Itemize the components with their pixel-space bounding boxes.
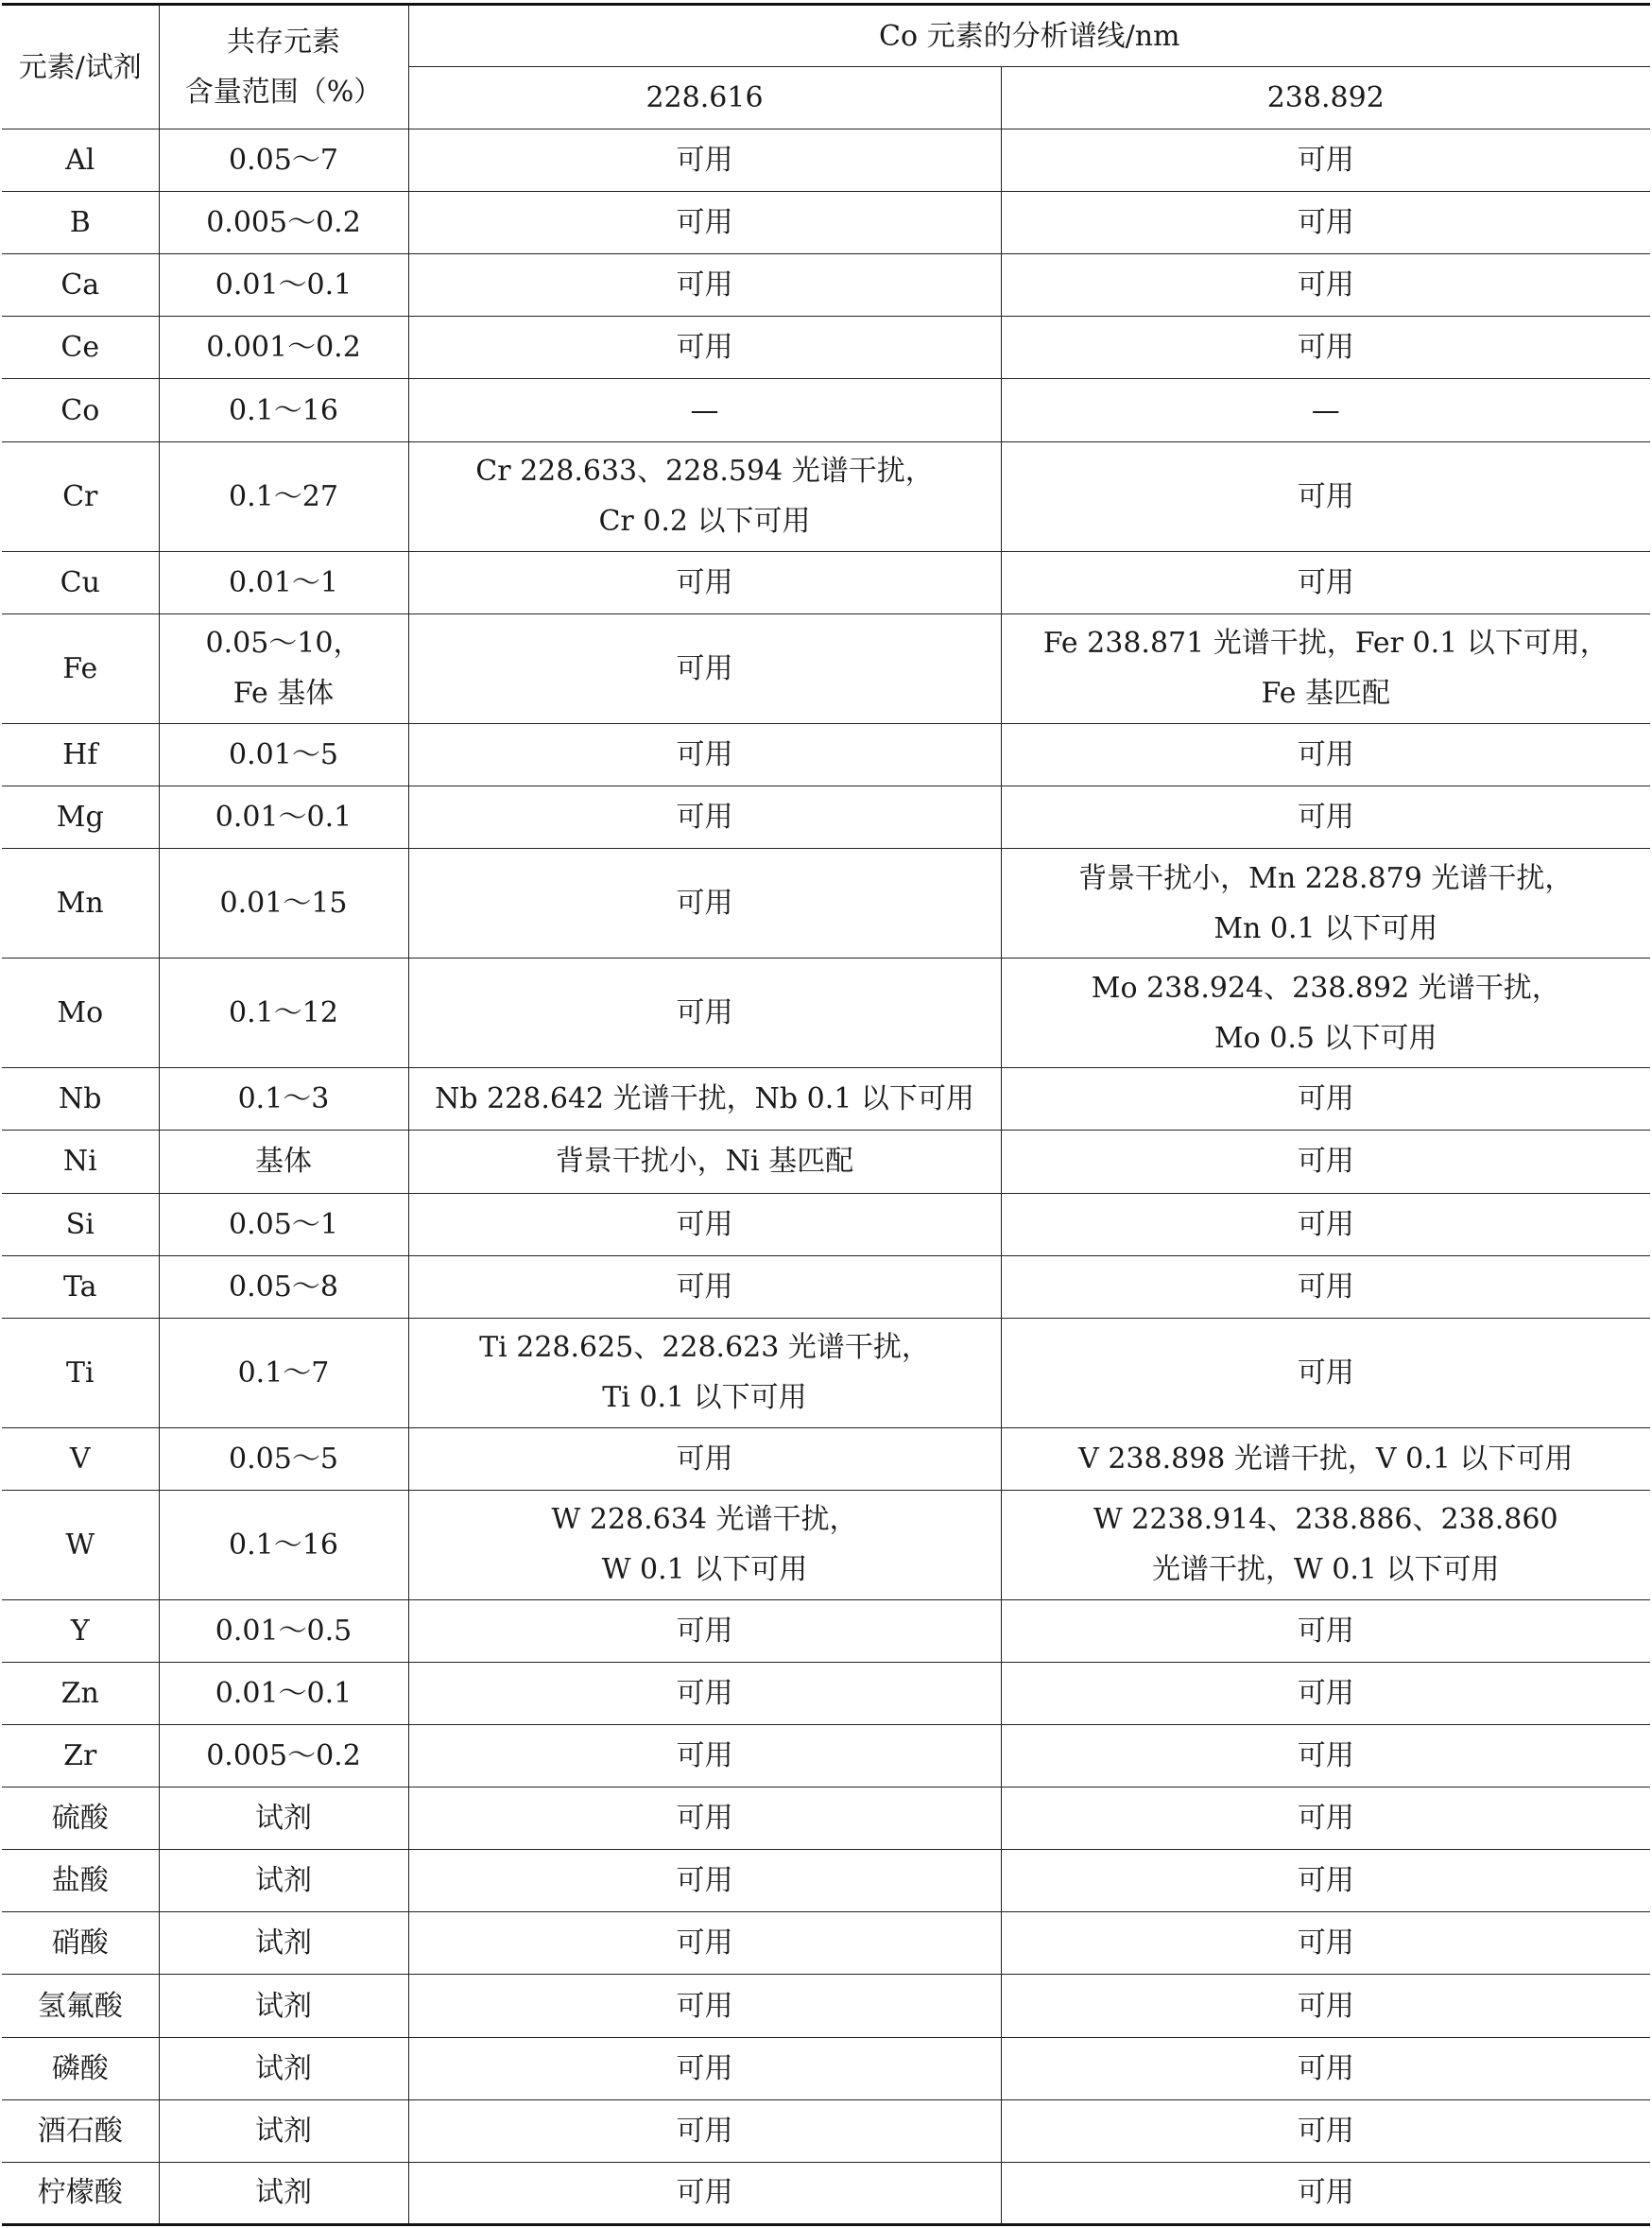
cell-line-228-616: [408, 1788, 1001, 1850]
cell-coexist-range: [159, 1975, 408, 2037]
cell-line-228-616: [408, 1975, 1001, 2037]
cell-line-238-892-line: Fe 基匹配: [1261, 677, 1390, 711]
cell-element: Y: [2, 1600, 159, 1663]
cell-line-238-892: [1001, 130, 1650, 192]
cell-coexist-range: [159, 849, 408, 959]
cell-line-228-616: [408, 613, 1001, 723]
cell-element: Zn: [2, 1663, 159, 1725]
cell-line-238-892-line: 可用: [1297, 1739, 1354, 1773]
cell-line-228-616: [408, 849, 1001, 959]
cell-line-238-892: [1001, 849, 1650, 959]
cell-line-238-892-line: 可用: [1297, 479, 1354, 513]
cell-line-238-892-line: 可用: [1297, 1356, 1354, 1390]
cell-line-228-616-line: W 228.634 光谱干扰，: [551, 1503, 858, 1537]
cell-line-238-892: [1001, 192, 1650, 254]
table-header-row: [2, 5, 1650, 67]
cell-line-238-892: [1001, 1725, 1650, 1788]
cell-coexist-range-line: 0.01～1: [229, 565, 338, 599]
cell-coexist-range-line: 0.1～16: [229, 1528, 338, 1562]
cell-line-228-616-line: 可用: [676, 1207, 733, 1241]
cell-coexist-range-line: 0.05～8: [229, 1269, 338, 1304]
cell-line-228-616-line: 可用: [676, 1802, 733, 1836]
cell-coexist-range-line: 0.1～27: [229, 479, 338, 513]
cell-coexist-range-line: 试剂: [255, 2176, 312, 2210]
cell-coexist-range: [159, 1318, 408, 1427]
table-row: [2, 441, 1650, 551]
cell-coexist-range-line: 0.1～3: [237, 1082, 330, 1116]
cell-coexist-range-line: 基体: [255, 1145, 312, 1179]
cell-coexist-range-line: 试剂: [255, 2114, 312, 2148]
table-row: [2, 2099, 1650, 2162]
cell-line-228-616-line: 可用: [676, 1269, 733, 1304]
cell-element: 磷酸: [2, 2037, 159, 2099]
cell-coexist-range-line: 0.05～7: [229, 144, 338, 178]
table-row: [2, 379, 1650, 441]
cell-line-228-616-line: Ti 228.625、228.623 光谱干扰，: [479, 1331, 930, 1365]
cell-element: Ni: [2, 1131, 159, 1193]
cell-line-228-616: [408, 959, 1001, 1068]
cell-element: Zr: [2, 1725, 159, 1788]
cell-line-238-892: [1001, 2037, 1650, 2099]
cell-coexist-range: [159, 379, 408, 441]
cell-coexist-range-line: 0.1～7: [237, 1356, 330, 1390]
cell-coexist-range-line: 试剂: [255, 2051, 312, 2085]
cell-element: 氢氟酸: [2, 1975, 159, 2037]
cell-line-238-892-line: 可用: [1297, 565, 1354, 599]
cell-coexist-range-line: 0.01～5: [229, 737, 338, 771]
cell-line-228-616-line: 可用: [676, 2051, 733, 2085]
cell-line-228-616: [408, 1255, 1001, 1318]
cell-coexist-range: [159, 1490, 408, 1599]
cell-line-238-892-line: Mo 0.5 以下可用: [1213, 1021, 1437, 1055]
cell-coexist-range: [159, 1131, 408, 1193]
cell-coexist-range: [159, 1912, 408, 1975]
cell-line-238-892-line: V 238.898 光谱干扰，V 0.1 以下可用: [1078, 1442, 1574, 1476]
cell-line-238-892: [1001, 254, 1650, 317]
cell-coexist-range-line: 0.01～15: [219, 887, 348, 921]
cell-line-238-892-line: 可用: [1297, 268, 1354, 302]
header-coexist-range-line: 共存元素: [227, 26, 340, 60]
cell-coexist-range-line: 0.005～0.2: [206, 206, 361, 240]
cell-line-228-616: [408, 1600, 1001, 1663]
cell-line-228-616: [408, 1193, 1001, 1255]
table-row: [2, 1600, 1650, 1663]
cell-line-238-892: [1001, 1600, 1650, 1663]
spectral-interference-table: [2, 3, 1650, 2226]
header-coexist-range: [159, 5, 408, 130]
cell-coexist-range: [159, 786, 408, 848]
cell-line-228-616-line: 可用: [676, 1442, 733, 1476]
cell-coexist-range: [159, 1600, 408, 1663]
table-row: [2, 786, 1650, 848]
header-line-238-892: 238.892: [1001, 67, 1650, 130]
table-row: [2, 1490, 1650, 1599]
header-line-228-616: 228.616: [408, 67, 1001, 130]
cell-coexist-range-line: 0.001～0.2: [206, 331, 361, 365]
cell-line-228-616: [408, 317, 1001, 379]
cell-coexist-range: [159, 441, 408, 551]
cell-line-238-892-line: 光谱干扰，W 0.1 以下可用: [1151, 1553, 1500, 1587]
cell-line-238-892: [1001, 1490, 1650, 1599]
cell-line-238-892-line: 可用: [1297, 2114, 1354, 2148]
cell-coexist-range: [159, 130, 408, 192]
table-row: [2, 1255, 1650, 1318]
cell-line-228-616: [408, 1427, 1001, 1490]
cell-line-238-892-line: W 2238.914、238.886、238.860: [1093, 1503, 1558, 1537]
cell-line-238-892-line: 可用: [1297, 1207, 1354, 1241]
cell-element: Fe: [2, 613, 159, 723]
cell-line-228-616-line: 可用: [676, 1615, 733, 1649]
cell-line-228-616: [408, 254, 1001, 317]
cell-line-228-616-line: 可用: [676, 206, 733, 240]
cell-line-228-616: [408, 379, 1001, 441]
cell-coexist-range: [159, 1068, 408, 1131]
table-row: [2, 254, 1650, 317]
cell-coexist-range-line: 0.005～0.2: [206, 1739, 361, 1773]
cell-line-228-616: [408, 192, 1001, 254]
table-row: [2, 2037, 1650, 2099]
cell-line-238-892: [1001, 1068, 1650, 1131]
cell-line-228-616: [408, 723, 1001, 786]
header-coexist-range-line: 含量范围（%）: [184, 76, 383, 110]
cell-line-228-616: [408, 1725, 1001, 1788]
cell-line-228-616-line: 可用: [676, 144, 733, 178]
cell-line-228-616-line: 可用: [676, 2176, 733, 2210]
cell-line-238-892: [1001, 1318, 1650, 1427]
cell-coexist-range-line: 0.05～5: [229, 1442, 338, 1476]
cell-coexist-range: [159, 1193, 408, 1255]
cell-line-238-892-line: Mn 0.1 以下可用: [1213, 911, 1438, 945]
cell-line-228-616: [408, 1490, 1001, 1599]
cell-line-228-616: [408, 1850, 1001, 1912]
cell-line-238-892: [1001, 1850, 1650, 1912]
cell-line-238-892: [1001, 2162, 1650, 2224]
cell-element: 硝酸: [2, 1912, 159, 1975]
cell-coexist-range-line: 0.1～16: [229, 393, 338, 427]
cell-line-228-616: [408, 786, 1001, 848]
cell-element: Mg: [2, 786, 159, 848]
cell-coexist-range-line: 试剂: [255, 1802, 312, 1836]
cell-element: Mo: [2, 959, 159, 1068]
cell-line-238-892: [1001, 1975, 1650, 2037]
cell-coexist-range: [159, 1850, 408, 1912]
cell-line-238-892: [1001, 786, 1650, 848]
table-row: [2, 1068, 1650, 1131]
cell-line-238-892-line: 可用: [1297, 144, 1354, 178]
cell-element: Ce: [2, 317, 159, 379]
table-row: [2, 1788, 1650, 1850]
cell-element: 盐酸: [2, 1850, 159, 1912]
table-row: [2, 1725, 1650, 1788]
cell-line-228-616-line: 可用: [676, 1989, 733, 2023]
table-row: [2, 192, 1650, 254]
cell-line-228-616-line: 可用: [676, 268, 733, 302]
cell-line-238-892-line: 可用: [1297, 206, 1354, 240]
cell-element: W: [2, 1490, 159, 1599]
cell-line-238-892-line: 可用: [1297, 1145, 1354, 1179]
cell-line-238-892: [1001, 1131, 1650, 1193]
cell-line-228-616-line: 可用: [676, 331, 733, 365]
cell-coexist-range-line: 试剂: [255, 1926, 312, 1960]
cell-line-238-892: [1001, 1427, 1650, 1490]
cell-line-238-892-line: —: [1311, 393, 1340, 427]
cell-element: 硫酸: [2, 1788, 159, 1850]
cell-coexist-range: [159, 2162, 408, 2224]
cell-coexist-range: [159, 317, 408, 379]
cell-element: Cu: [2, 551, 159, 613]
cell-coexist-range-line: 0.01～0.1: [215, 268, 353, 302]
cell-coexist-range: [159, 2037, 408, 2099]
cell-line-228-616: [408, 441, 1001, 551]
table-row: [2, 1193, 1650, 1255]
cell-line-238-892-line: 可用: [1297, 801, 1354, 835]
cell-line-228-616: [408, 1068, 1001, 1131]
cell-line-228-616: [408, 2099, 1001, 2162]
cell-line-228-616-line: Cr 228.633、228.594 光谱干扰，: [475, 455, 934, 489]
cell-line-238-892-line: 可用: [1297, 1864, 1354, 1898]
cell-element: 酒石酸: [2, 2099, 159, 2162]
cell-line-238-892-line: 可用: [1297, 1989, 1354, 2023]
cell-line-238-892: [1001, 1193, 1650, 1255]
cell-line-238-892: [1001, 1255, 1650, 1318]
cell-line-238-892-line: 可用: [1297, 1269, 1354, 1304]
cell-element: Ca: [2, 254, 159, 317]
cell-coexist-range: [159, 723, 408, 786]
table-row: [2, 1912, 1650, 1975]
table-row: [2, 1975, 1650, 2037]
header-spectral-lines: Co 元素的分析谱线/nm: [408, 5, 1650, 67]
cell-line-238-892-line: Fe 238.871 光谱干扰，Fer 0.1 以下可用，: [1042, 627, 1609, 661]
cell-line-228-616: [408, 130, 1001, 192]
cell-line-228-616-line: 可用: [676, 565, 733, 599]
table-row: [2, 613, 1650, 723]
cell-coexist-range-line: 0.01～0.5: [215, 1615, 353, 1649]
cell-line-228-616-line: 背景干扰小，Ni 基匹配: [555, 1145, 854, 1179]
cell-line-228-616: [408, 1131, 1001, 1193]
cell-line-238-892-line: 可用: [1297, 2176, 1354, 2210]
cell-line-228-616-line: —: [690, 393, 719, 427]
cell-element: 柠檬酸: [2, 2162, 159, 2224]
cell-line-228-616-line: Nb 228.642 光谱干扰，Nb 0.1 以下可用: [435, 1082, 974, 1116]
cell-line-228-616-line: Cr 0.2 以下可用: [598, 505, 811, 539]
table-row: [2, 959, 1650, 1068]
cell-element: Si: [2, 1193, 159, 1255]
cell-line-238-892: [1001, 959, 1650, 1068]
cell-element: Hf: [2, 723, 159, 786]
cell-line-228-616: [408, 1318, 1001, 1427]
cell-element: Co: [2, 379, 159, 441]
cell-line-238-892-line: 可用: [1297, 737, 1354, 771]
cell-line-238-892-line: Mo 238.924、238.892 光谱干扰，: [1091, 971, 1560, 1005]
cell-coexist-range: [159, 551, 408, 613]
cell-element: Ti: [2, 1318, 159, 1427]
cell-line-228-616-line: 可用: [676, 801, 733, 835]
cell-line-238-892-line: 可用: [1297, 2051, 1354, 2085]
table-row: [2, 1850, 1650, 1912]
cell-coexist-range-line: 0.01～0.1: [215, 1677, 353, 1711]
cell-line-228-616: [408, 551, 1001, 613]
cell-line-228-616: [408, 1912, 1001, 1975]
cell-coexist-range: [159, 1663, 408, 1725]
cell-line-238-892-line: 可用: [1297, 1926, 1354, 1960]
cell-line-238-892: [1001, 379, 1650, 441]
cell-coexist-range-line: 0.05～1: [229, 1207, 338, 1241]
table-row: [2, 1427, 1650, 1490]
cell-coexist-range: [159, 1725, 408, 1788]
cell-line-238-892: [1001, 723, 1650, 786]
cell-element: V: [2, 1427, 159, 1490]
cell-line-228-616-line: 可用: [676, 2114, 733, 2148]
header-element-reagent: 元素/试剂: [2, 5, 159, 130]
table-row: [2, 317, 1650, 379]
cell-coexist-range-line: 0.1～12: [229, 996, 338, 1030]
cell-coexist-range: [159, 2099, 408, 2162]
cell-coexist-range-line: Fe 基体: [232, 677, 335, 711]
cell-line-238-892: [1001, 317, 1650, 379]
cell-line-238-892-line: 可用: [1297, 1615, 1354, 1649]
cell-coexist-range: [159, 959, 408, 1068]
cell-line-238-892-line: 背景干扰小，Mn 228.879 光谱干扰，: [1078, 861, 1574, 895]
cell-coexist-range: [159, 192, 408, 254]
table-row: [2, 2162, 1650, 2224]
cell-coexist-range: [159, 1788, 408, 1850]
cell-line-228-616-line: Ti 0.1 以下可用: [602, 1381, 807, 1415]
cell-coexist-range-line: 试剂: [255, 1989, 312, 2023]
cell-element: B: [2, 192, 159, 254]
cell-line-228-616-line: 可用: [676, 887, 733, 921]
cell-line-238-892-line: 可用: [1297, 1802, 1354, 1836]
cell-line-238-892: [1001, 1788, 1650, 1850]
cell-coexist-range-line: 0.05～10，: [205, 627, 362, 661]
cell-line-228-616-line: 可用: [676, 737, 733, 771]
cell-line-238-892: [1001, 1912, 1650, 1975]
cell-line-238-892: [1001, 551, 1650, 613]
cell-line-238-892-line: 可用: [1297, 331, 1354, 365]
cell-coexist-range: [159, 1255, 408, 1318]
cell-line-228-616-line: 可用: [676, 1677, 733, 1711]
cell-line-228-616: [408, 1663, 1001, 1725]
cell-element: Al: [2, 130, 159, 192]
cell-line-228-616-line: 可用: [676, 996, 733, 1030]
cell-line-238-892-line: 可用: [1297, 1082, 1354, 1116]
cell-line-228-616: [408, 2162, 1001, 2224]
cell-line-228-616: [408, 2037, 1001, 2099]
cell-line-238-892: [1001, 2099, 1650, 2162]
cell-line-228-616-line: 可用: [676, 1864, 733, 1898]
table-row: [2, 551, 1650, 613]
table-row: [2, 849, 1650, 959]
table-row: [2, 130, 1650, 192]
cell-coexist-range-line: 0.01～0.1: [215, 801, 353, 835]
cell-element: Ta: [2, 1255, 159, 1318]
cell-element: Cr: [2, 441, 159, 551]
cell-line-228-616-line: 可用: [676, 1926, 733, 1960]
cell-line-238-892: [1001, 613, 1650, 723]
cell-coexist-range: [159, 254, 408, 317]
cell-line-238-892: [1001, 1663, 1650, 1725]
table-row: [2, 723, 1650, 786]
cell-line-228-616-line: 可用: [676, 651, 733, 685]
table-row: [2, 1131, 1650, 1193]
cell-line-228-616-line: 可用: [676, 1739, 733, 1773]
cell-element: Mn: [2, 849, 159, 959]
cell-coexist-range: [159, 1427, 408, 1490]
cell-element: Nb: [2, 1068, 159, 1131]
table-row: [2, 1318, 1650, 1427]
cell-line-228-616-line: W 0.1 以下可用: [601, 1553, 808, 1587]
cell-coexist-range-line: 试剂: [255, 1864, 312, 1898]
cell-line-238-892: [1001, 441, 1650, 551]
table-row: [2, 1663, 1650, 1725]
cell-coexist-range: [159, 613, 408, 723]
cell-line-238-892-line: 可用: [1297, 1677, 1354, 1711]
